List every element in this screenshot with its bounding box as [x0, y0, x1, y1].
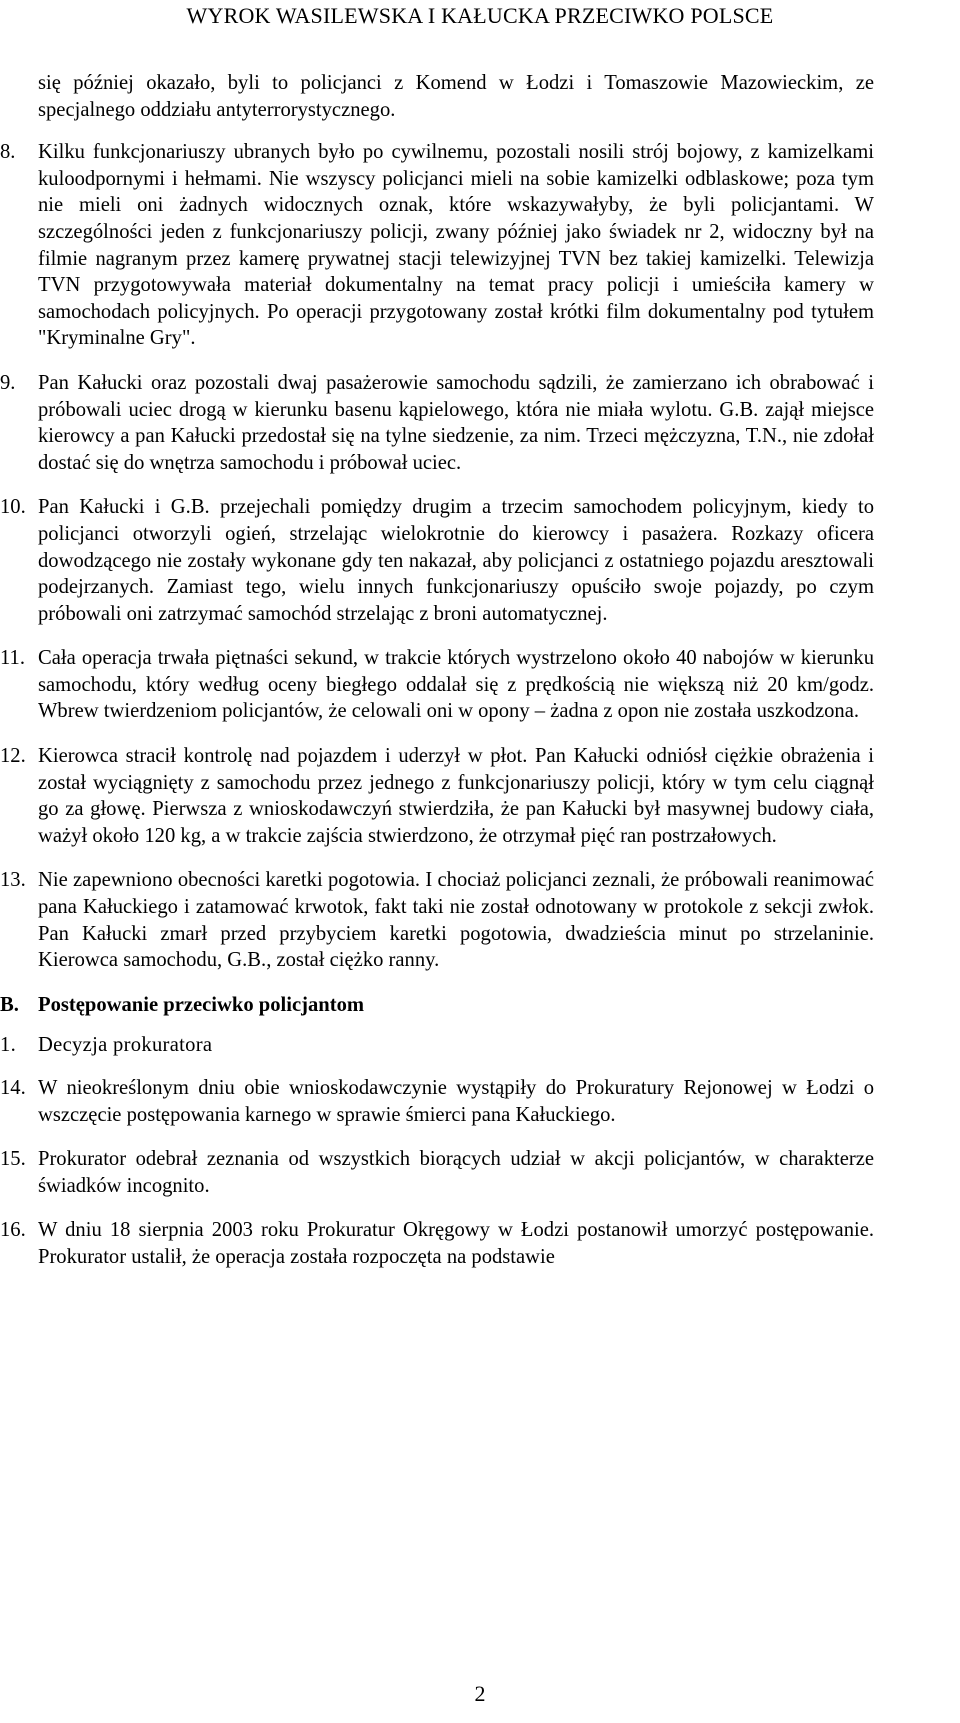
paragraph-number: 13.: [0, 869, 26, 892]
paragraph-text: Kilku funkcjonariuszy ubranych było po cywilnemu, pozostali nosili strój bojowy, z kamizelkami kuloodpornymi i hełmami. Nie wszyscy policjanci mieli na sobie kamizelki odblaskowe; poza tym nie mieli oni żadnych widocznych oznak, które wskazywałyby, że byli policjantami. W szczególności jeden z funkcjonariuszy policji, zwany później jako świadek nr 2, widoczny był na filmie nagranym przez kamerę prywatnej stacji telewizyjnej TVN bez takiej kamizelki. Telewizja TVN przygotowywała materiał dokumentalny na temat pracy policji i umieściła kamery w samochodach policyjnych. Po operacji przygotowany został krótki film dokumentalny pod tytułem "Kryminalne Gry".: [38, 141, 874, 350]
section-letter: B.: [0, 993, 19, 1016]
subsection-number: 1.: [0, 1034, 17, 1057]
section-heading-b: [0, 992, 874, 1019]
paragraph-text: Cała operacja trwała piętnaści sekund, w trakcie których wystrzelono około 40 nabojów w kierunku samochodu, który według oceny biegłego oddalał się z prędkością nie większą niż 20 km/godz. Wbrew twierdzeniom policjantów, że celowali oni w opony – żadna z opon nie została uszkodzona.: [38, 647, 874, 723]
paragraph-number: 14.: [0, 1077, 26, 1099]
subsection-title: Decyzja prokuratora: [38, 1034, 213, 1057]
paragraph-text: Pan Kałucki i G.B. przejechali pomiędzy drugim a trzecim samochodem policyjnym, kiedy to policjanci otworzyli ogień, strzelając wielokrotnie do kierowcy i pasażera. Rozkazy oficera dowodzącego nie zostały wykonane gdy ten nakazał, aby policjanci z ostatniego pojazdu aresztowali podejrzanych. Zamiast tego, wielu innych funkcjonariuszy opuściło swoje pojazdy, po czym próbowali oni zatrzymać samochód strzelając z broni automatycznej.: [38, 496, 874, 625]
paragraph-12: [0, 743, 874, 849]
paragraph-number: 16.: [0, 1219, 26, 1242]
paragraph-number: 10.: [0, 496, 26, 519]
paragraph-number: 9.: [0, 371, 16, 394]
paragraph-13: [0, 867, 874, 973]
paragraph-text: Nie zapewniono obecności karetki pogotowia. I chociaż policjanci zeznali, że próbowali reanimować pana Kałuckiego i zatamować krwotok, fakt taki nie został odnotowany w protokole z sekcji zwłok. Pan Kałucki zmarł przed przybyciem karetki pogotowia, dwadzieścia minut po strzelaninie. Kierowca samochodu, G.B., został ciężko ranny.: [38, 869, 874, 972]
paragraph-number: 11.: [0, 647, 25, 670]
paragraph-text: Prokurator odebrał zeznania od wszystkich biorących udział w akcji policjantów, w charakterze świadków incognito.: [38, 1148, 874, 1197]
page-number: 2: [474, 1681, 486, 1706]
paragraph-14: [0, 1075, 874, 1128]
section-title: Postępowanie przeciwko policjantom: [38, 993, 365, 1016]
paragraph-8: [0, 139, 874, 352]
paragraph-number: 12.: [0, 745, 26, 768]
paragraph-text: W nieokreślonym dniu obie wnioskodawczynie wystąpiły do Prokuratury Rejonowej w Łodzi o wszczęcie postępowania karnego w sprawie śmierci pana Kałuckiego.: [38, 1077, 874, 1126]
paragraph-11: [0, 645, 874, 725]
subsection-heading-1: [0, 1032, 874, 1059]
paragraph-number: 15.: [0, 1148, 26, 1171]
paragraph-text: W dniu 18 sierpnia 2003 roku Prokuratur Okręgowy w Łodzi postanowił umorzyć postępowanie. Prokurator ustalił, że operacja została rozpoczęta na podstawie: [38, 1219, 874, 1268]
paragraph-15: [0, 1146, 874, 1199]
paragraph-text: Pan Kałucki oraz pozostali dwaj pasażerowie samochodu sądzili, że zamierzano ich obrabować i próbowali uciec drogą w kierunku basenu kąpielowego, która nie miała wylotu. G.B. zajął miejsce kierowcy a pan Kałucki przedostał się na tylne siedzenie, za nim. Trzeci mężczyzna, T.N., nie zdołał dostać się do wnętrza samochodu i próbował uciec.: [38, 371, 874, 474]
paragraph-text: Kierowca stracił kontrolę nad pojazdem i uderzył w płot. Pan Kałucki odniósł ciężkie obrażenia i został wyciągnięty z samochodu przez jednego z funkcjonariuszy policji, który w tym celu ciągnął go za głowę. Pierwsza z wnioskodawczyń stwierdziła, że pan Kałucki był masywnej budowy ciała, ważył około 120 kg, a w trakcie zajścia stwierdzono, że otrzymał pięć ran postrzałowych.: [38, 745, 874, 847]
paragraph-16: [0, 1217, 874, 1270]
document-body: [0, 70, 874, 1271]
paragraph-continuation: się później okazało, byli to policjanci z Komend w Łodzi i Tomaszowie Mazowieckim, ze specjalnego oddziału antyterrorystycznego.: [38, 72, 874, 121]
paragraph-number: 8.: [0, 141, 16, 164]
paragraph-9: [0, 370, 874, 476]
paragraph-10: [0, 494, 874, 627]
running-header: WYROK WASILEWSKA I KAŁUCKA PRZECIWKO POLSCE: [186, 3, 774, 28]
